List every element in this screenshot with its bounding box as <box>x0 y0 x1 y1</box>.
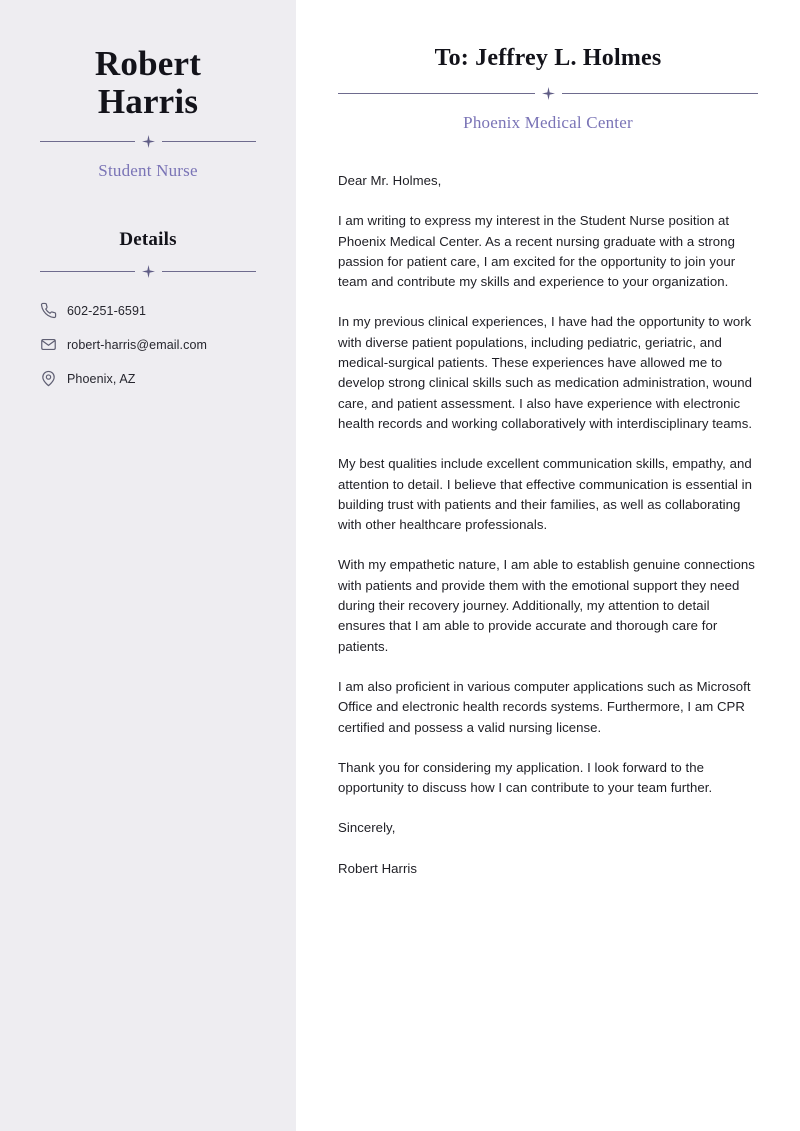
contact-phone <box>40 302 256 319</box>
candidate-role: Student Nurse <box>98 161 198 180</box>
phone-icon <box>40 302 57 319</box>
letter-company-name: Phoenix Medical Center <box>463 113 633 132</box>
letter-recipient-heading: To: Jeffrey L. Holmes <box>434 45 662 71</box>
letter-salutation: Dear Mr. Holmes, <box>338 173 442 188</box>
letter-content <box>296 0 800 1131</box>
details-heading: Details <box>119 229 177 250</box>
divider-rule-left <box>40 271 135 272</box>
candidate-first-name: Robert <box>94 44 202 83</box>
letter-paragraph: I am also proficient in various computer applications such as Microsoft Office and electronic health records systems. Furthermore, I am CPR certified and possess a valid nursing license. <box>338 678 751 735</box>
contact-location-value: Phoenix, AZ <box>67 371 136 386</box>
contact-email <box>40 336 256 353</box>
sidebar <box>0 0 296 1131</box>
divider-rule-left <box>338 93 535 94</box>
candidate-name <box>40 45 256 121</box>
letter-body <box>338 171 758 879</box>
letter-paragraph: With my empathetic nature, I am able to establish genuine connections with patients and provide them with the emotional support they need during their recovery journey. Additionally, my attention to detail ensures that I am able to provide accurate and thorough care for patients. <box>338 557 755 654</box>
location-pin-icon <box>40 370 57 387</box>
contact-phone-value: 602-251-6591 <box>67 303 147 318</box>
name-divider <box>40 135 256 148</box>
letter-paragraph: Thank you for considering my application. I look forward to the opportunity to discuss how I can contribute to your team further. <box>338 759 713 796</box>
candidate-last-name: Harris <box>97 82 199 121</box>
letter-closing: Sincerely, <box>338 820 396 836</box>
divider-rule-right <box>562 93 759 94</box>
details-divider <box>40 265 256 278</box>
letter-header-divider <box>338 87 758 100</box>
contact-details-list <box>40 302 256 387</box>
four-point-star-icon <box>142 265 155 278</box>
letter-paragraph: In my previous clinical experiences, I have had the opportunity to work with diverse patient populations, including pediatric, geriatric, and medical-surgical patients. These experiences have allowed me to develop strong clinical skills such as medication administration, wound care, and patient assessment. I also have experience with electronic health records and working collaboratively with interdisciplinary teams. <box>338 314 753 431</box>
divider-rule-left <box>40 141 135 142</box>
contact-location <box>40 370 256 387</box>
envelope-icon <box>40 336 57 353</box>
divider-rule-right <box>162 271 257 272</box>
four-point-star-icon <box>542 87 555 100</box>
letter-signature: Robert Harris <box>338 860 418 876</box>
letter-paragraph: My best qualities include excellent communication skills, empathy, and attention to detail. I believe that effective communication is essential in building trust with patients and their families, as well as collaborating with other healthcare professionals. <box>338 456 753 533</box>
letter-paragraph: I am writing to express my interest in the Student Nurse position at Phoenix Medical Center. As a recent nursing graduate with a strong passion for patient care, I am excited for the opportunity to join your team and contribute my skills and experience to your organization. <box>338 213 736 290</box>
four-point-star-icon <box>142 135 155 148</box>
divider-rule-right <box>162 141 257 142</box>
contact-email-value: robert-harris@email.com <box>67 337 208 352</box>
